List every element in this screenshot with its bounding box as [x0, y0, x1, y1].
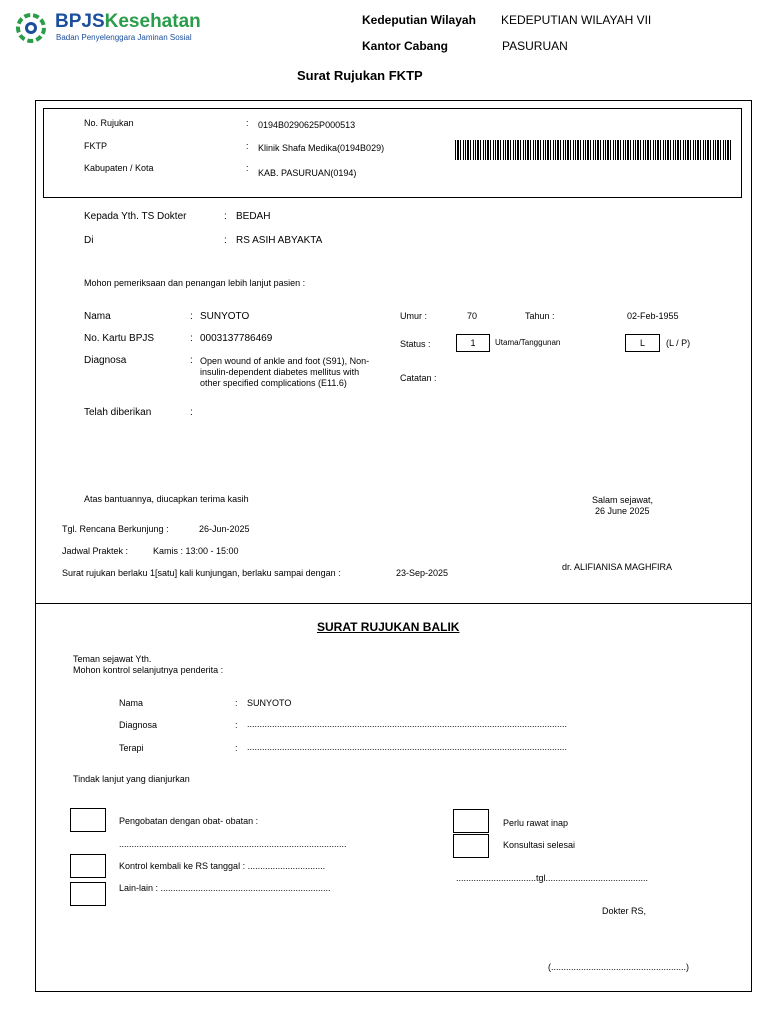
kabupaten-value: KAB. PASURUAN(0194): [258, 168, 357, 178]
colon: :: [190, 407, 193, 418]
colon: :: [235, 743, 238, 753]
signature-line: (......................................................): [548, 962, 690, 972]
jadwal-value: Kamis : 13:00 - 15:00: [153, 546, 239, 556]
opt-pengobatan-dots: ...........................................................................................: [119, 839, 347, 849]
checkbox-pengobatan[interactable]: [70, 808, 106, 832]
logo-subtitle: Badan Penyelenggara Jaminan Sosial: [56, 33, 192, 42]
diagnosa-label: Diagnosa: [84, 355, 127, 366]
page-title: Surat Rujukan FKTP: [297, 68, 423, 83]
balik-nama-value: SUNYOTO: [247, 698, 292, 708]
balik-diagnosa-label: Diagnosa: [119, 720, 158, 730]
kepada-label: Kepada Yth. TS Dokter: [84, 211, 187, 222]
balik-terapi-label: Terapi: [119, 743, 144, 753]
tindak-lanjut-label: Tindak lanjut yang dianjurkan: [73, 774, 190, 784]
balik-diagnosa-dots: ................................................................................................................................: [247, 719, 568, 729]
kabupaten-label: Kabupaten / Kota: [84, 163, 154, 173]
kepada-value: BEDAH: [236, 211, 271, 222]
colon: :: [190, 333, 193, 344]
wilayah-label: Kedeputian Wilayah: [362, 13, 476, 27]
cabang-value: PASURUAN: [502, 39, 568, 53]
checkbox-kontrol[interactable]: [70, 854, 106, 878]
nama-value: SUNYOTO: [200, 311, 250, 322]
validity-text: Surat rujukan berlaku 1[satu] kali kunjungan, berlaku sampai dengan :: [62, 568, 341, 578]
no-rujukan-label: No. Rujukan: [84, 118, 134, 128]
bpjs-logo-icon: [16, 13, 46, 43]
tgl-line: ................................tgl.........................................: [456, 873, 649, 883]
wilayah-value: KEDEPUTIAN WILAYAH VII: [501, 13, 652, 27]
kartu-bpjs-label: No. Kartu BPJS: [84, 333, 155, 344]
balik-terapi-dots: ................................................................................................................................: [247, 742, 568, 752]
request-text: Mohon pemeriksaan dan penangan lebih lanjut pasien :: [84, 278, 306, 288]
colon: :: [190, 355, 193, 366]
fktp-label: FKTP: [84, 141, 108, 151]
status-label: Status :: [400, 339, 431, 349]
no-rujukan-value: 0194B0290625P000513: [258, 120, 356, 130]
diagnosa-value: Open wound of ankle and foot (S91), Non-insulin-dependent diabetes mellitus with other specified complications (E11.6): [200, 356, 370, 388]
di-value: RS ASIH ABYAKTA: [236, 235, 323, 246]
tgl-berkunjung-label: Tgl. Rencana Berkunjung :: [62, 524, 169, 534]
colon: :: [224, 211, 227, 222]
opt-lain-lain: Lain-lain : ....................................................................: [119, 883, 331, 893]
doctor-name: dr. ALIFIANISA MAGHFIRA: [562, 562, 673, 572]
checkbox-lain-lain[interactable]: [70, 882, 106, 906]
tahun-value: 02-Feb-1955: [627, 311, 679, 321]
balik-greet-2: Mohon kontrol selanjutnya penderita :: [73, 665, 224, 675]
colon: :: [224, 235, 227, 246]
cabang-label: Kantor Cabang: [362, 39, 449, 53]
colon: :: [235, 698, 238, 708]
balik-greet-1: Teman sejawat Yth.: [73, 654, 152, 664]
validity-date: 23-Sep-2025: [396, 568, 449, 578]
logo-kesehatan-text: Kesehatan: [104, 11, 201, 32]
salam-text: Salam sejawat,: [592, 495, 654, 505]
catatan-label: Catatan :: [400, 373, 437, 383]
umur-label: Umur :: [400, 311, 427, 321]
checkbox-rawat-inap[interactable]: [453, 809, 489, 833]
di-label: Di: [84, 235, 94, 246]
kartu-bpjs-value: 0003137786469: [200, 333, 273, 344]
opt-pengobatan: Pengobatan dengan obat- obatan :: [119, 816, 259, 826]
tgl-berkunjung-value: 26-Jun-2025: [199, 524, 250, 534]
umur-value: 70: [467, 311, 478, 321]
jadwal-label: Jadwal Praktek :: [62, 546, 129, 556]
colon: :: [246, 163, 249, 173]
nama-label: Nama: [84, 311, 111, 322]
form-outer-frame: [35, 100, 752, 992]
checkbox-konsultasi[interactable]: [453, 834, 489, 858]
balik-title: SURAT RUJUKAN BALIK: [317, 620, 460, 634]
colon: :: [235, 720, 238, 730]
telah-diberikan-label: Telah diberikan: [84, 407, 152, 418]
thanks-text: Atas bantuannya, diucapkan terima kasih: [84, 494, 249, 504]
colon: :: [246, 141, 249, 151]
colon: :: [190, 311, 193, 322]
opt-rawat-inap: Perlu rawat inap: [503, 818, 569, 828]
section-divider: [35, 603, 752, 604]
fktp-value: Klinik Shafa Medika(0194B029): [258, 143, 385, 153]
status-value-box: 1: [456, 334, 490, 352]
balik-nama-label: Nama: [119, 698, 144, 708]
colon: :: [246, 118, 249, 128]
salam-date: 26 June 2025: [595, 506, 650, 516]
gender-desc: (L / P): [666, 338, 691, 348]
dokter-rs-label: Dokter RS,: [602, 906, 647, 916]
opt-konsultasi: Konsultasi selesai: [503, 840, 576, 850]
gender-value-box: L: [625, 334, 660, 352]
status-desc: Utama/Tanggunan: [495, 338, 561, 347]
opt-kontrol: Kontrol kembali ke RS tanggal : ...............................: [119, 861, 326, 871]
tahun-label: Tahun :: [525, 311, 555, 321]
barcode-image: [455, 140, 732, 160]
logo-bpjs-text: BPJS: [55, 11, 105, 32]
